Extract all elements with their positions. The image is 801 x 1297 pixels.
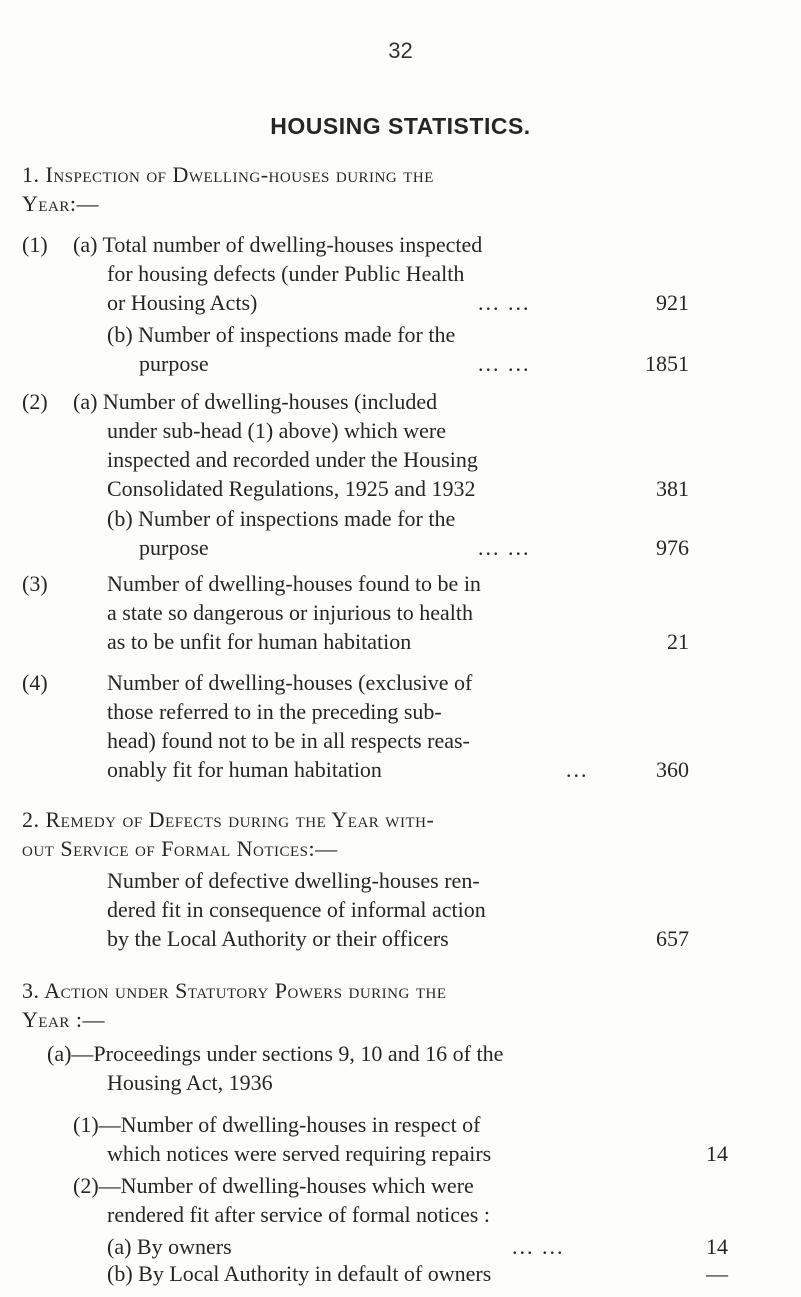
section-3-item-2b: (b) By Local Authority in default of owners bbox=[107, 1261, 492, 1286]
item-2-label: (2) bbox=[22, 389, 48, 414]
section-3-item-1-value: 14 bbox=[706, 1141, 728, 1166]
item-4-label: (4) bbox=[22, 670, 48, 695]
section-2-heading-line-2: out Service of Formal Notices:— bbox=[22, 836, 338, 861]
item-4-line-1: Number of dwelling-houses (exclusive of bbox=[107, 670, 473, 695]
section-3a-line-1: (a)—Proceedings under sections 9, 10 and 16 of the bbox=[47, 1041, 504, 1066]
item-1a-leader-dots: ... ... bbox=[478, 290, 531, 315]
section-3a-line-2: Housing Act, 1936 bbox=[107, 1070, 273, 1095]
section-1-heading-line-1: 1. Inspection of Dwelling-houses during the bbox=[22, 162, 434, 187]
page-number: 32 bbox=[388, 38, 413, 63]
item-1b-line-1: (b) Number of inspections made for the bbox=[107, 322, 456, 347]
item-4-line-2: those referred to in the preceding sub- bbox=[107, 699, 442, 724]
section-3-heading-line-2: Year :— bbox=[22, 1007, 105, 1032]
item-4-leader-dots: ... bbox=[566, 757, 589, 782]
item-2b-line-1: (b) Number of inspections made for the bbox=[107, 506, 456, 531]
item-3-line-1: Number of dwelling-houses found to be in bbox=[107, 571, 481, 596]
item-4-value: 360 bbox=[656, 757, 689, 782]
item-2b-value: 976 bbox=[656, 535, 689, 560]
section-3-item-2-line-1: (2)—Number of dwelling-houses which were bbox=[73, 1173, 474, 1198]
section-3-item-2a-leader-dots: ... ... bbox=[512, 1234, 565, 1259]
item-1a-line-3: or Housing Acts) bbox=[107, 290, 258, 315]
item-2a-value: 381 bbox=[656, 476, 689, 501]
item-2a-line-4: Consolidated Regulations, 1925 and 1932 bbox=[107, 476, 476, 501]
item-1a-line-2: for housing defects (under Public Health bbox=[107, 261, 465, 286]
item-4-line-4: onably fit for human habitation bbox=[107, 757, 382, 782]
item-1a-value: 921 bbox=[656, 290, 689, 315]
item-3-line-2: a state so dangerous or injurious to health bbox=[107, 600, 473, 625]
section-3-item-1-line-1: (1)—Number of dwelling-houses in respect of bbox=[73, 1112, 481, 1137]
page-title: HOUSING STATISTICS. bbox=[270, 113, 531, 139]
section-2-line-3: by the Local Authority or their officers bbox=[107, 926, 449, 951]
item-1b-leader-dots: ... ... bbox=[478, 351, 531, 376]
item-3-value: 21 bbox=[667, 629, 689, 654]
section-3-item-2a: (a) By owners bbox=[107, 1234, 232, 1259]
item-3-label: (3) bbox=[22, 571, 48, 596]
section-2-line-2: dered fit in consequence of informal action bbox=[107, 897, 486, 922]
item-2b-line-2: purpose bbox=[139, 535, 209, 560]
item-4-line-3: head) found not to be in all respects reas- bbox=[107, 728, 470, 753]
item-1b-line-2: purpose bbox=[139, 351, 209, 376]
item-1b-value: 1851 bbox=[645, 351, 689, 376]
section-2-line-1: Number of defective dwelling-houses ren- bbox=[107, 868, 480, 893]
item-2a-line-2: under sub-head (1) above) which were bbox=[107, 418, 447, 443]
item-2a-line-1: (a) Number of dwelling-houses (included bbox=[73, 389, 438, 414]
section-2-value: 657 bbox=[656, 926, 689, 951]
item-1-label: (1) bbox=[22, 232, 48, 257]
item-3-line-3: as to be unfit for human habitation bbox=[107, 629, 412, 654]
section-3-item-2a-value: 14 bbox=[706, 1234, 728, 1259]
section-3-item-1-line-2: which notices were served requiring repairs bbox=[107, 1141, 492, 1166]
section-3-item-2-line-2: rendered fit after service of formal notices : bbox=[107, 1202, 490, 1227]
section-3-heading-line-1: 3. Action under Statutory Powers during the bbox=[22, 978, 447, 1003]
section-3-item-2b-value: — bbox=[706, 1261, 728, 1286]
item-2b-leader-dots: ... ... bbox=[478, 535, 531, 560]
item-1a-line-1: (a) Total number of dwelling-houses inspected bbox=[73, 232, 483, 257]
section-2-heading-line-1: 2. Remedy of Defects during the Year with- bbox=[22, 807, 435, 832]
item-2a-line-3: inspected and recorded under the Housing bbox=[107, 447, 478, 472]
section-1-heading-line-2: Year:— bbox=[22, 191, 99, 216]
